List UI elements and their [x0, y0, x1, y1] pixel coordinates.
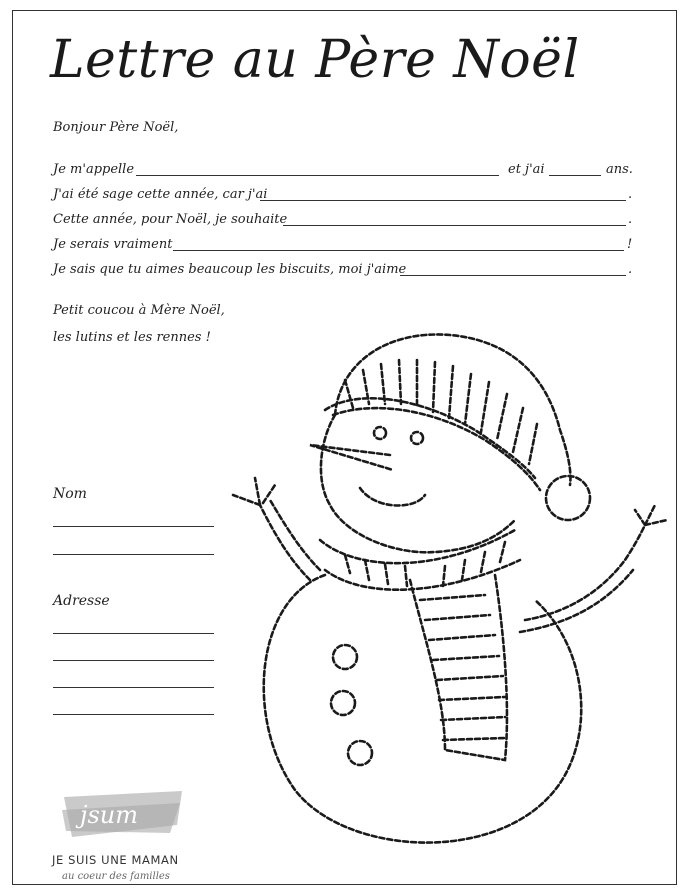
address-line-2[interactable]	[53, 660, 214, 661]
hat-pompom	[546, 476, 590, 520]
name-prefix: Je m'appelle	[53, 162, 135, 177]
wish-blank[interactable]	[283, 225, 626, 226]
logo-text: jsum	[80, 801, 138, 829]
head-outline	[321, 415, 515, 552]
smile	[360, 488, 425, 505]
cookies-blank[interactable]	[400, 275, 626, 276]
name-line-1[interactable]	[53, 526, 214, 527]
age-suffix: ans.	[606, 162, 633, 177]
address-label: Adresse	[53, 593, 110, 609]
closing-line-1: Petit coucou à Mère Noël,	[53, 303, 225, 318]
page-title: Lettre au Père Noël	[50, 30, 580, 90]
name-line-2[interactable]	[53, 554, 214, 555]
really-blank[interactable]	[173, 250, 624, 251]
scarf-top	[320, 530, 515, 563]
body-outline	[264, 575, 581, 843]
good-end: .	[628, 187, 633, 202]
name-blank[interactable]	[136, 175, 499, 176]
brand-logo	[52, 785, 202, 885]
really-prefix: Je serais vraiment	[53, 237, 173, 252]
brand-tagline: au coeur des familles	[62, 871, 170, 882]
cookies-end: .	[628, 262, 633, 277]
greeting: Bonjour Père Noël,	[53, 120, 179, 135]
brand-name: JE SUIS UNE MAMAN	[52, 853, 179, 867]
age-blank[interactable]	[549, 175, 601, 176]
right-arm	[525, 525, 645, 620]
address-line-3[interactable]	[53, 687, 214, 688]
left-arm	[260, 505, 310, 580]
snowman-coloring-icon	[215, 320, 675, 865]
name-label: Nom	[53, 486, 87, 502]
age-prefix: et j'ai	[508, 162, 545, 177]
hat-brim	[333, 408, 540, 490]
wish-prefix: Cette année, pour Noël, je souhaite	[53, 212, 288, 227]
good-blank[interactable]	[260, 200, 626, 201]
closing-line-2: les lutins et les rennes !	[53, 330, 211, 345]
good-prefix: J'ai été sage cette année, car j'ai	[53, 187, 268, 202]
logo-brush-icon	[52, 785, 202, 845]
cookies-prefix: Je sais que tu aimes beaucoup les biscuits, moi j'aime	[53, 262, 407, 277]
address-line-4[interactable]	[53, 714, 214, 715]
really-end: !	[627, 237, 633, 252]
wish-end: .	[628, 212, 633, 227]
address-line-1[interactable]	[53, 633, 214, 634]
